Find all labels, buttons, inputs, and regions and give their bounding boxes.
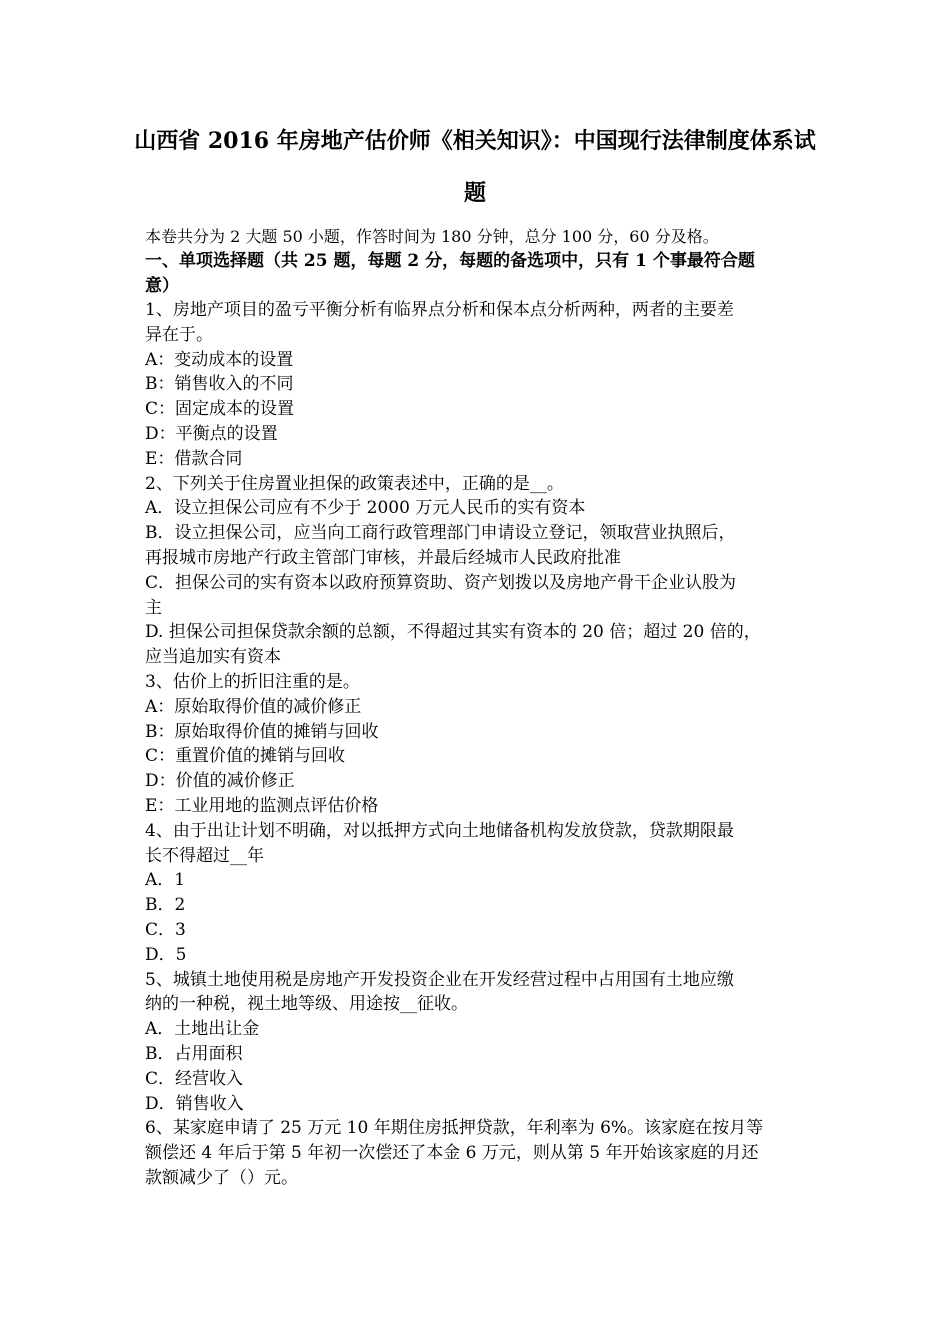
option-a: A．土地出让金 <box>145 1019 260 1040</box>
option-e: E：工业用地的监测点评估价格 <box>145 795 379 816</box>
document-title-line-2: 题 <box>463 180 486 206</box>
option-c: C．经营收入 <box>145 1068 244 1089</box>
option-a: A．1 <box>145 870 186 891</box>
document-title-line-1: 山西省 2016 年房地产估价师《相关知识》：中国现行法律制度体系试 <box>134 128 816 154</box>
option-c: C．担保公司的实有资本以政府预算资助、资产划拨以及房地产骨干企业认股为 <box>145 572 737 593</box>
question-stem: 款额减少了（）元。 <box>145 1167 298 1188</box>
option-b-continued: 再报城市房地产行政主管部门审核，并最后经城市人民政府批准 <box>145 547 621 568</box>
question-stem: 4、由于出让计划不明确，对以抵押方式向土地储备机构发放贷款，贷款期限最 <box>145 820 734 841</box>
option-b: B．设立担保公司，应当向工商行政管理部门申请设立登记，领取营业执照后， <box>145 523 736 544</box>
section-heading <box>145 249 815 299</box>
exam-instructions: 本卷共分为 2 大题 50 小题，作答时间为 180 分钟，总分 100 分，60 分及格。 <box>145 227 719 246</box>
question-stem: 长不得超过__年 <box>145 845 264 866</box>
option-d: D. 担保公司担保贷款余额的总额，不得超过其实有资本的 20 倍；超过 20 倍的， <box>145 622 761 643</box>
section-heading-line-2: 意） <box>145 276 179 296</box>
question-stem: 纳的一种税，视土地等级、用途按__征收。 <box>145 994 468 1015</box>
option-a: A．设立担保公司应有不少于 2000 万元人民币的实有资本 <box>145 498 586 519</box>
question-stem: 6、某家庭申请了 25 万元 10 年期住房抵押贷款，年利率为 6%。该家庭在按月等 <box>145 1118 764 1139</box>
option-b: B：销售收入的不同 <box>145 374 294 395</box>
question-2 <box>145 472 815 670</box>
question-stem: 2、下列关于住房置业担保的政策表述中，正确的是__。 <box>145 473 564 494</box>
option-b: B：原始取得价值的摊销与回收 <box>145 721 379 742</box>
option-c: C．3 <box>145 919 186 940</box>
option-b: B．2 <box>145 895 186 916</box>
question-list <box>145 298 815 1191</box>
option-e: E：借款合同 <box>145 448 243 469</box>
question-stem: 5、城镇土地使用税是房地产开发投资企业在开发经营过程中占用国有土地应缴 <box>145 969 734 990</box>
option-d: D．销售收入 <box>145 1093 244 1114</box>
question-stem: 额偿还 4 年后于第 5 年初一次偿还了本金 6 万元，则从第 5 年开始该家庭的月还 <box>145 1143 759 1164</box>
question-4 <box>145 819 815 968</box>
option-a: A：变动成本的设置 <box>145 349 294 370</box>
option-b: B．占用面积 <box>145 1043 243 1064</box>
question-stem: 3、估价上的折旧注重的是。 <box>145 671 360 692</box>
option-d: D．5 <box>145 944 187 965</box>
option-c: C：重置价值的摊销与回收 <box>145 746 346 767</box>
question-6 <box>145 1116 815 1190</box>
question-stem: 异在于。 <box>145 324 213 345</box>
question-5 <box>145 968 815 1117</box>
option-c: C：固定成本的设置 <box>145 399 295 420</box>
option-d-continued: 应当追加实有资本 <box>145 647 281 668</box>
option-a: A：原始取得价值的减价修正 <box>145 696 362 717</box>
option-d: D：价值的减价修正 <box>145 771 295 792</box>
question-3 <box>145 670 815 819</box>
option-c-continued: 主 <box>145 597 162 618</box>
question-1 <box>145 298 815 472</box>
option-d: D：平衡点的设置 <box>145 423 278 444</box>
question-stem: 1、房地产项目的盈亏平衡分析有临界点分析和保本点分析两种，两者的主要差 <box>145 300 734 320</box>
section-heading-line-1: 一、单项选择题（共 25 题，每题 2 分，每题的备选项中，只有 1 个事最符合题 <box>145 251 755 271</box>
